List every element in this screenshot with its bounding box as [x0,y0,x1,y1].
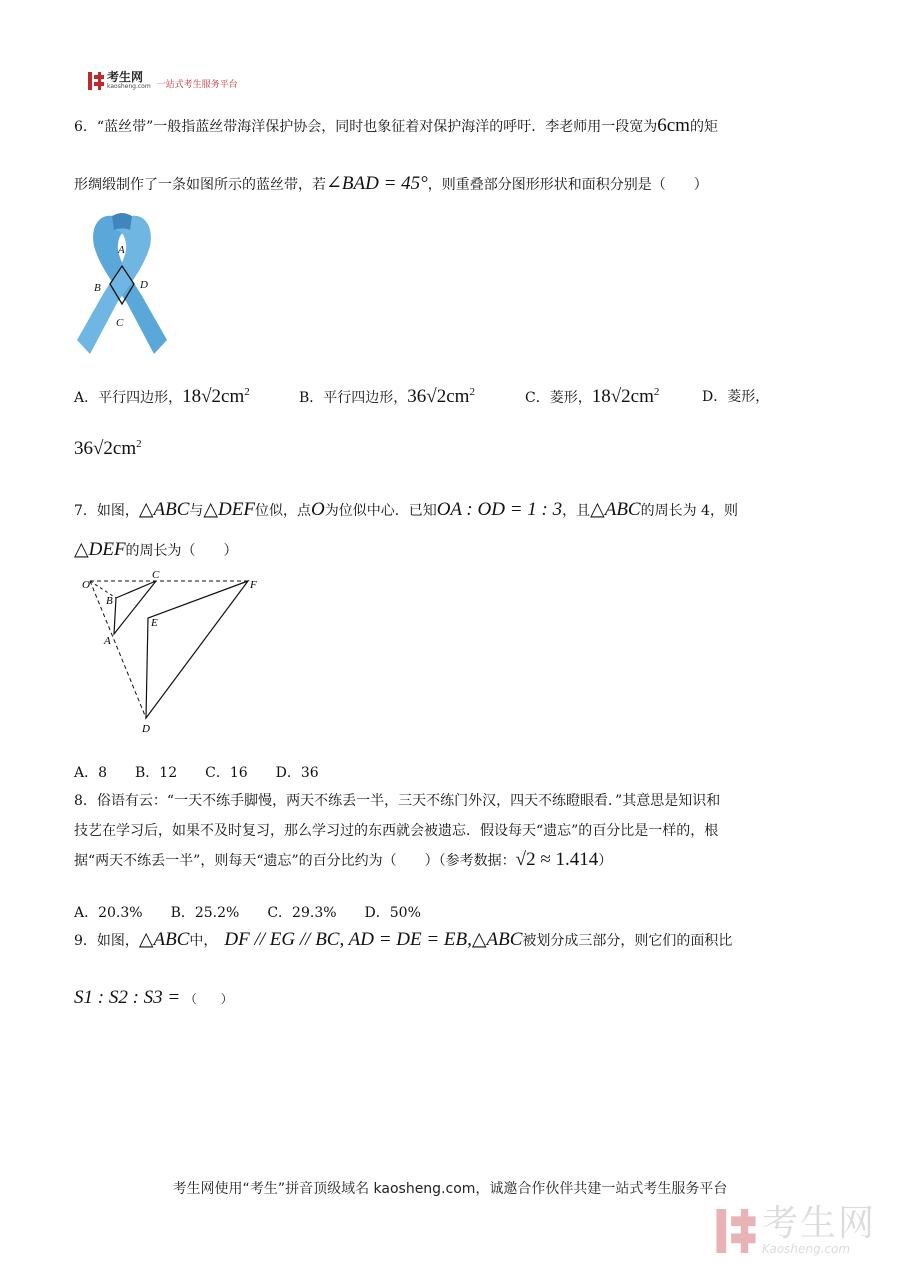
q6-option-c-exp: 2 [653,386,660,398]
footer-text: 考生网使用“考生”拼音顶级域名 kaosheng.com，诚邀合作伙伴共建一站式考生服务平台 [172,1181,728,1197]
q8-ref: √2 ≈ 1.414 [515,849,599,870]
q7-label-d: D [142,723,150,735]
q6-option-d-value: 36√2cm [74,438,137,459]
watermark-logo-icon [716,1209,756,1253]
q8-text-b: ） [598,853,613,869]
q6-line2 [74,174,708,195]
q6-text-b: 的矩 [689,119,718,135]
q6-option-a-label: A．平行四边形， [74,390,183,406]
q7-tri-def: △DEF [203,499,255,520]
q9-text-3: 被划分成三部分，则它们的面积比 [522,933,733,949]
q7-text-6: 的周长为 4，则 [640,503,738,519]
q6-option-b-exp: 2 [469,386,475,398]
q6-option-c[interactable] [525,386,659,408]
ribbon-label-c: C [116,317,124,329]
q7-line2 [74,540,238,561]
q8-line2: 技艺在学习后，如果不及时复习，那么学习过的东西就会被遗忘．假设每天“遗忘”的百分比是一样的，根 [74,823,719,839]
logo-brand: 考生网 [107,70,144,84]
q7-tri-abc-2: △ABC [590,499,641,520]
q7-label-b: B [106,595,113,607]
q9-blank: （ ） [184,992,233,1006]
q7-text-3: 位似，点 [254,503,311,519]
q6-option-d[interactable] [702,386,769,406]
watermark [716,1203,877,1256]
q9-text-2: 中， [189,933,211,949]
q6-width: 6cm [657,115,690,136]
q7-options[interactable]: A．8 B．12 C．16 D．36 [74,765,319,781]
q9-line2 [74,988,233,1009]
q6-option-b-label: B．平行四边形， [299,390,408,406]
q9-condition: DF // EG // BC, AD = DE = EB,△ABC [224,929,523,950]
logo-slogan: 一站式考生服务平台 [156,79,238,90]
q7-homothety-figure [78,568,268,738]
q7-line1 [74,500,738,521]
q7-label-a: A [104,635,111,647]
ribbon-label-a: A [118,244,125,256]
q9-text-1: 9．如图， [74,933,139,949]
q7-text-7: 的周长为（ ） [125,543,238,559]
watermark-domain: Kaosheng.com [762,1242,851,1256]
q7-text-5: ，且 [562,503,591,519]
q6-option-d-cont[interactable] [74,438,142,460]
q6-line1 [74,116,718,137]
q6-text-a: 6．“蓝丝带”一般指蓝丝带海洋保护协会，同时也象征着对保护海洋的呼吁．李老师用一段宽为 [74,119,658,135]
q7-point-o: O [310,499,325,520]
ribbon-label-b: B [94,282,101,294]
watermark-text: 考生网 [762,1203,877,1244]
q6-option-d-label: D．菱形， [702,389,770,405]
site-logo[interactable] [88,72,238,90]
q7-label-f: F [250,579,257,591]
q8-options[interactable]: A．20.3% B．25.2% C．29.3% D．50% [74,905,421,921]
q7-ratio: OA : OD = 1 : 3 [436,499,563,520]
q7-text-1: 7．如图， [74,503,139,519]
q9-line1 [74,930,732,951]
q6-option-c-value: 18√2cm [591,386,654,407]
q6-option-a[interactable] [74,386,250,408]
q9-tri-abc: △ABC [138,929,190,950]
q6-ribbon-figure [72,208,172,358]
q6-option-a-value: 18√2cm [182,386,245,407]
q6-option-c-label: C．菱形， [525,390,592,406]
q6-option-d-exp: 2 [136,438,142,450]
q7-label-o: O [82,579,90,591]
q6-angle: ∠BAD = 45° [326,173,428,194]
logo-icon [88,72,104,90]
q6-option-b[interactable] [299,386,475,408]
q7-text-4: 为位似中心．已知 [324,503,437,519]
ribbon-label-d: D [140,279,148,291]
q9-expression: S1 : S2 : S3 = [74,987,181,1008]
q8-line3 [74,850,612,871]
q6-option-b-value: 36√2cm [407,386,470,407]
q8-line1: 8．俗语有云：“一天不练手脚慢，两天不练丢一半，三天不练门外汉，四天不练瞪眼看．”其意思是知识和 [74,793,721,809]
q7-label-c: C [152,569,160,581]
q6-option-a-exp: 2 [244,386,250,398]
q8-text-a: 据“两天不练丢一半”，则每天“遗忘”的百分比约为（ ）（参考数据： [74,853,516,869]
q7-text-2: 与 [189,503,204,519]
q6-text-d: ，则重叠部分图形形状和面积分别是（ ） [427,177,708,193]
q6-text-c: 形绸缎制作了一条如图所示的蓝丝带，若 [74,177,326,193]
q7-label-e: E [151,617,158,629]
q7-tri-def-2: △DEF [74,539,126,560]
logo-domain: kaosheng.com [107,83,151,90]
q7-tri-abc: △ABC [138,499,190,520]
